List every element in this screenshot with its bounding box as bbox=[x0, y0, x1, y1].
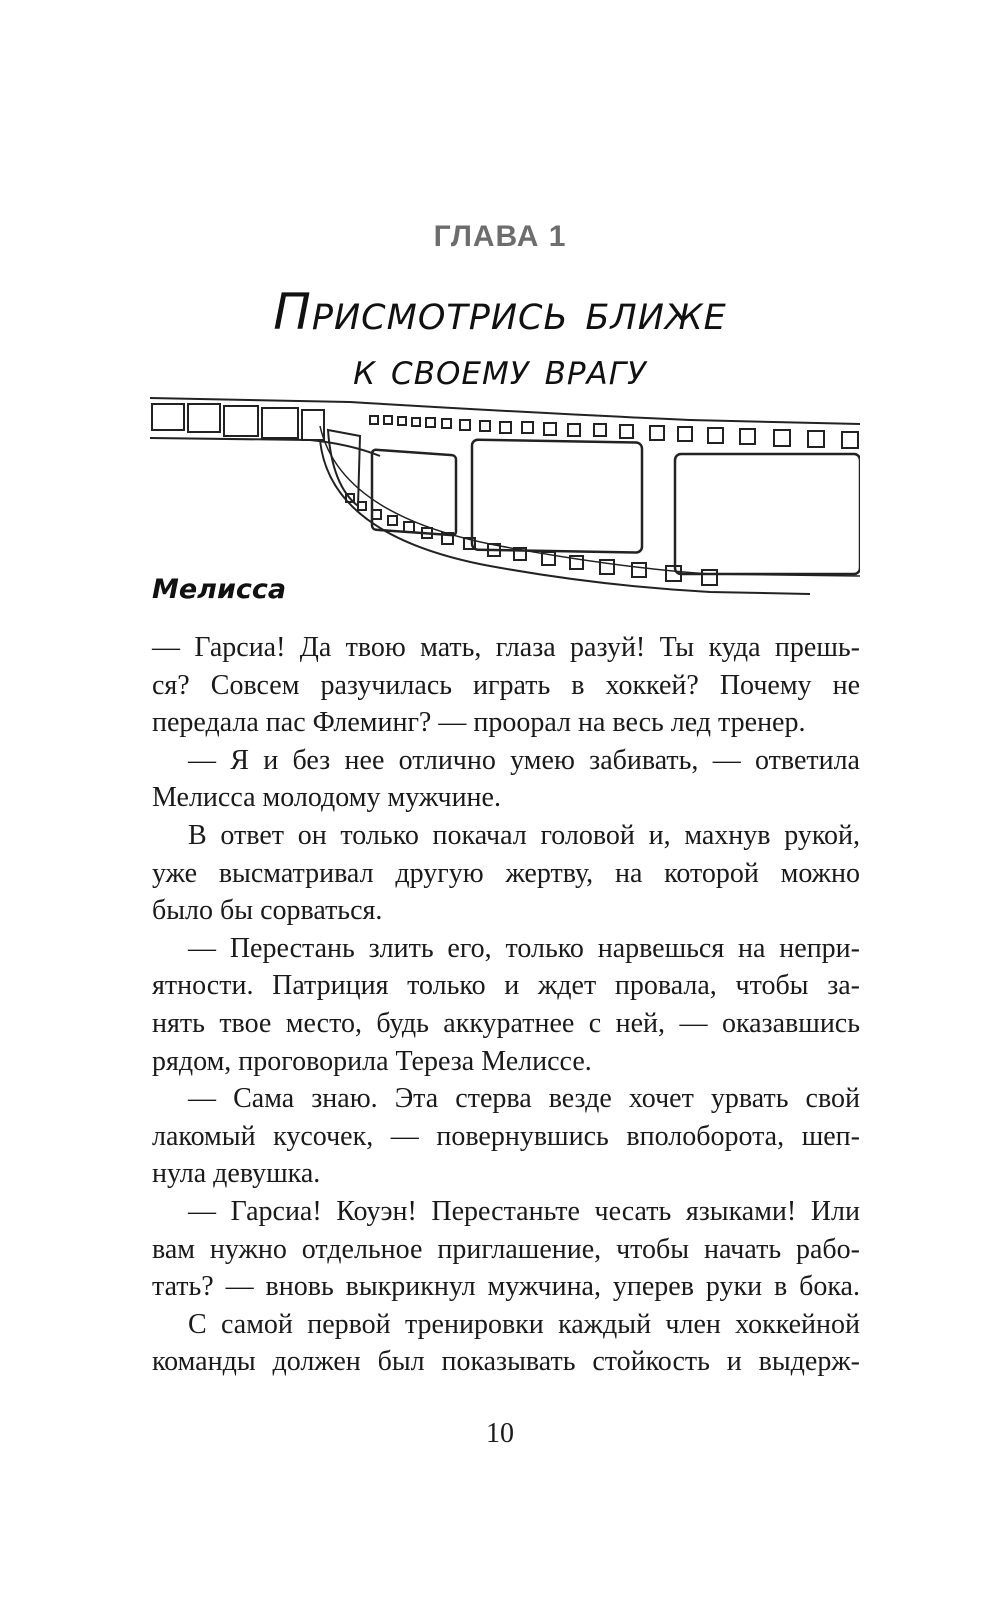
text-line: рядом, проговорила Тереза Мелиссе. bbox=[152, 1045, 592, 1077]
body-text bbox=[152, 629, 860, 1381]
paragraph bbox=[152, 1193, 860, 1306]
text-line: — Перестань злить его, только нарвешься на непри- bbox=[188, 932, 860, 964]
text-line: Мелисса молодому мужчине. bbox=[152, 782, 501, 814]
text-line: В ответ он только покачал головой и, махнув рукой, bbox=[188, 819, 860, 851]
text-line: ся? Совсем разучилась играть в хоккей? Почему не bbox=[152, 669, 860, 701]
paragraph bbox=[152, 1306, 860, 1381]
paragraph bbox=[152, 629, 860, 742]
chapter-label: ГЛАВА 1 bbox=[433, 220, 567, 253]
text-line: С самой первой тренировки каждый член хоккейной bbox=[188, 1308, 860, 1340]
text-line: — Я и без нее отлично умею забивать, — ответила bbox=[188, 744, 860, 776]
text-line: передала пас Флеминг? — проорал на весь лед тренер. bbox=[152, 707, 806, 739]
text-line: — Сама знаю. Эта стерва везде хочет урвать свой bbox=[188, 1083, 860, 1115]
paragraph bbox=[152, 742, 860, 817]
text-line: лакомый кусочек, — повернувшись вполоборота, шеп- bbox=[152, 1120, 860, 1152]
text-line: было бы сорваться. bbox=[152, 895, 383, 927]
pov-character-name: Мелисса bbox=[152, 574, 287, 605]
paragraph bbox=[152, 1080, 860, 1193]
text-line: вам нужно отдельное приглашение, чтобы начать рабо- bbox=[152, 1233, 860, 1265]
text-line: — Гарсиа! Да твою мать, глаза разуй! Ты куда прешь- bbox=[152, 632, 860, 663]
chapter-title-line-1: Присмотрись ближе bbox=[273, 283, 727, 341]
text-line: нять твое место, будь аккуратнее с ней, — оказавшись bbox=[152, 1007, 860, 1039]
text-line: команды должен был показывать стойкость и выдерж- bbox=[152, 1346, 860, 1378]
paragraph bbox=[152, 817, 860, 930]
paragraph bbox=[152, 930, 860, 1080]
chapter-title-line-2: к своему врагу bbox=[353, 344, 647, 395]
text-line: — Гарсиа! Коуэн! Перестаньте чесать языками! Или bbox=[188, 1195, 860, 1227]
text-line: ятности. Патриция только и ждет провала, чтобы за- bbox=[152, 970, 860, 1002]
text-line: тать? — вновь выкрикнул мужчина, уперев руки в бока. bbox=[152, 1271, 860, 1303]
film-strip-icon bbox=[150, 396, 860, 596]
page-number: 10 bbox=[486, 1418, 514, 1449]
text-line: уже высматривал другую жертву, на которой можно bbox=[152, 857, 860, 889]
text-line: нула девушка. bbox=[152, 1158, 321, 1190]
